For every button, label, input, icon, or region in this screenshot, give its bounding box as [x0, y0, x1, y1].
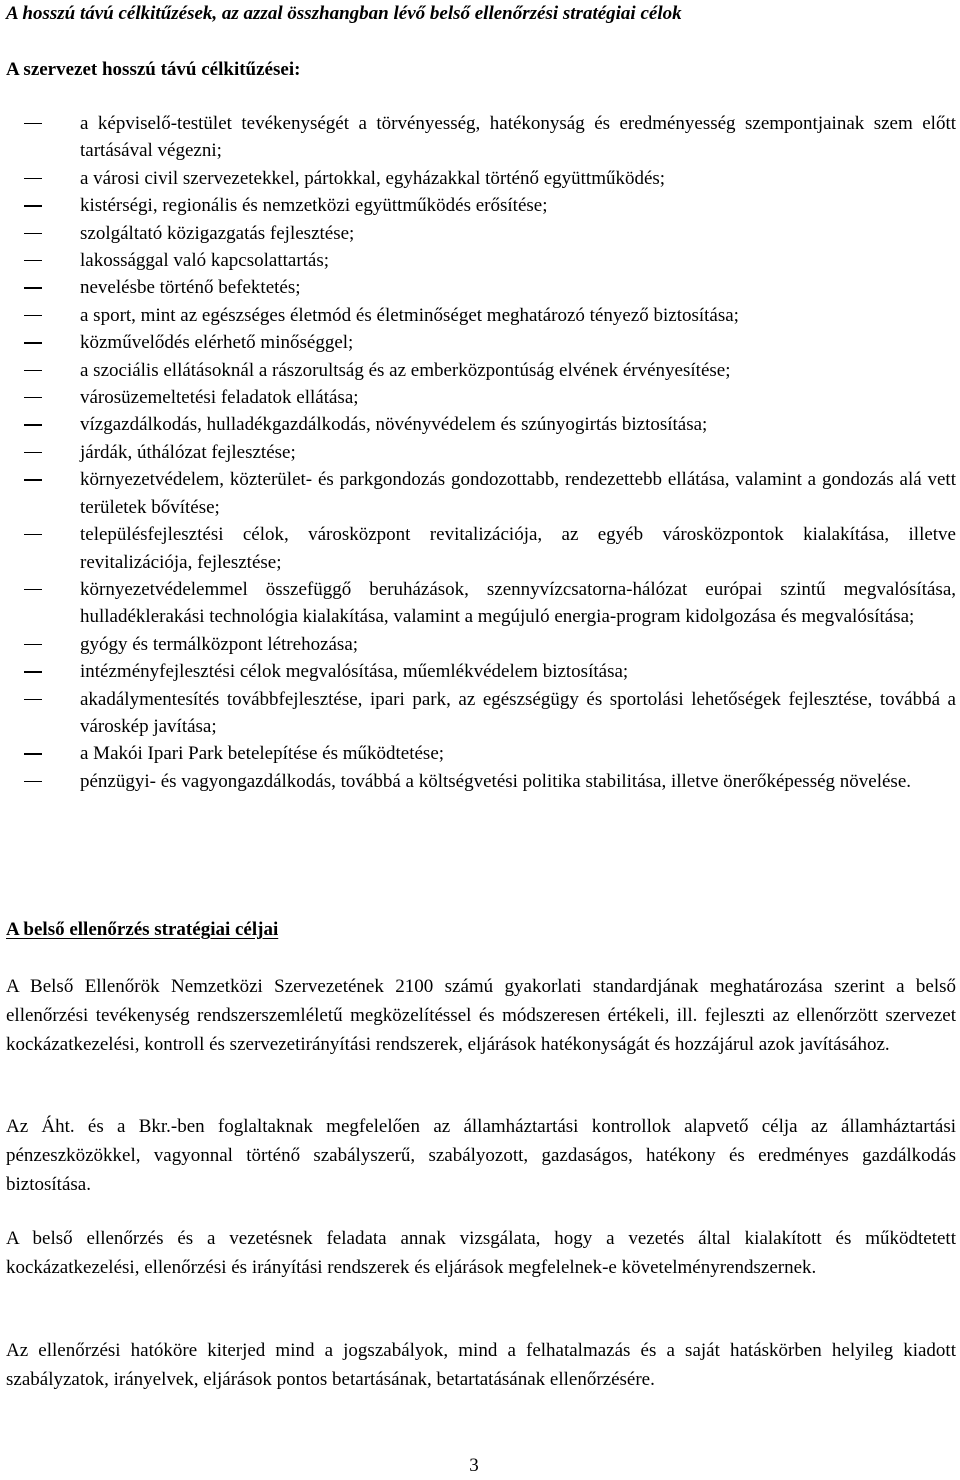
- list-item: településfejlesztési célok, városközpont revitalizációja, az egyéb városközpontok kialakítása, illetve revitalizációja, fejlesztése;: [6, 521, 956, 576]
- dash-bullet-icon: [24, 233, 42, 234]
- dash-bullet-icon: [24, 260, 42, 261]
- list-item: városüzemeltetési feladatok ellátása;: [6, 384, 956, 411]
- dash-bullet-icon: [24, 287, 42, 288]
- list-item: a képviselő-testület tevékenységét a törvényesség, hatékonyság és eredményesség szempontjainak szem előtt tartásával végezni;: [6, 110, 956, 165]
- dash-bullet-icon: [24, 781, 42, 782]
- goals-subheading: A szervezet hosszú távú célkitűzései:: [6, 59, 301, 80]
- list-item: gyógy és termálközpont létrehozása;: [6, 631, 956, 658]
- list-item: környezetvédelem, közterület- és parkgondozás gondozottabb, rendezettebb ellátása, valamint a gondozás alá vett területek bővítése;: [6, 466, 956, 521]
- paragraph: A Belső Ellenőrök Nemzetközi Szervezetének 2100 számú gyakorlati standardjának meghatározása szerint a belső ellenőrzési tevékenység rendszerszemléletű megközelítéssel és módszeresen értékeli, ill. fejleszti az ellenőrzött szervezet kockázatkezelési, kontroll és szervezetirányítási rendszerek, eljárások hatékonyságát és hozzájárul azok javításához.: [6, 976, 956, 1056]
- list-item: nevelésbe történő befektetés;: [6, 274, 956, 301]
- dash-bullet-icon: [24, 753, 42, 754]
- list-item: járdák, úthálózat fejlesztése;: [6, 439, 956, 466]
- list-item: lakossággal való kapcsolattartás;: [6, 247, 956, 274]
- dash-bullet-icon: [24, 589, 42, 590]
- dash-bullet-icon: [24, 123, 42, 124]
- list-item: vízgazdálkodás, hulladékgazdálkodás, növényvédelem és szúnyogirtás biztosítása;: [6, 411, 956, 438]
- list-item: a Makói Ipari Park betelepítése és működtetése;: [6, 740, 956, 767]
- paragraph: A belső ellenőrzés és a vezetésnek feladata annak vizsgálata, hogy a vezetés által kialakított és működtetett kockázatkezelési, ellenőrzési és irányítási rendszerek és eljárások megfelelnek-e követelményrendszernek.: [6, 1228, 956, 1279]
- dash-bullet-icon: [24, 424, 42, 425]
- dash-bullet-icon: [24, 315, 42, 316]
- page-heading: A hosszú távú célkitűzések, az azzal összhangban lévő belső ellenőrzési stratégiai célok: [6, 3, 682, 24]
- list-item: intézményfejlesztési célok megvalósítása, műemlékvédelem biztosítása;: [6, 658, 956, 685]
- dash-bullet-icon: [24, 452, 42, 453]
- list-item: akadálymentesítés továbbfejlesztése, ipari park, az egészségügy és sportolási lehetőségek fejlesztése, továbbá a városkép javítása;: [6, 686, 956, 741]
- dash-bullet-icon: [24, 699, 42, 700]
- dash-bullet-icon: [24, 644, 42, 645]
- page-number: 3: [469, 1455, 479, 1476]
- list-item: a szociális ellátásoknál a rászorultság és az emberközpontúság elvének érvényesítése;: [6, 357, 956, 384]
- list-item: közművelődés elérhető minőséggel;: [6, 329, 956, 356]
- list-item: pénzügyi- és vagyongazdálkodás, továbbá a költségvetési politika stabilitása, illetve önerőképesség növelése.: [6, 768, 956, 795]
- list-item: a sport, mint az egészséges életmód és életminőséget meghatározó tényező biztosítása;: [6, 302, 956, 329]
- dash-bullet-icon: [24, 370, 42, 371]
- list-item: kistérségi, regionális és nemzetközi együttműködés erősítése;: [6, 192, 956, 219]
- list-item: szolgáltató közigazgatás fejlesztése;: [6, 220, 956, 247]
- dash-bullet-icon: [24, 178, 42, 179]
- dash-bullet-icon: [24, 479, 42, 480]
- section-title: A belső ellenőrzés stratégiai céljai: [6, 919, 279, 940]
- dash-bullet-icon: [24, 205, 42, 206]
- dash-bullet-icon: [24, 671, 42, 672]
- dash-bullet-icon: [24, 534, 42, 535]
- goals-list: [6, 110, 956, 795]
- list-item: a városi civil szervezetekkel, pártokkal, egyházakkal történő együttműködés;: [6, 165, 956, 192]
- dash-bullet-icon: [24, 397, 42, 398]
- paragraph: Az ellenőrzési hatóköre kiterjed mind a jogszabályok, mind a felhatalmazás és a saját hatáskörben helyileg kiadott szabályzatok, irányelvek, eljárások pontos betartásának, betartatásának ellenőrzésére.: [6, 1340, 956, 1391]
- list-item: környezetvédelemmel összefüggő beruházások, szennyvízcsatorna-hálózat európai szintű megvalósítása, hulladéklerakási technológia kialakítása, valamint a megújuló energia-program kidolgozása és megvalósítása;: [6, 576, 956, 631]
- paragraph: Az Áht. és a Bkr.-ben foglaltaknak megfelelően az államháztartási kontrollok alapvető célja az államháztartási pénzeszközökkel, vagyonnal történő szabályszerű, szabályozott, gazdaságos, hatékony és eredményes gazdálkodás biztosítása.: [6, 1116, 956, 1196]
- dash-bullet-icon: [24, 342, 42, 343]
